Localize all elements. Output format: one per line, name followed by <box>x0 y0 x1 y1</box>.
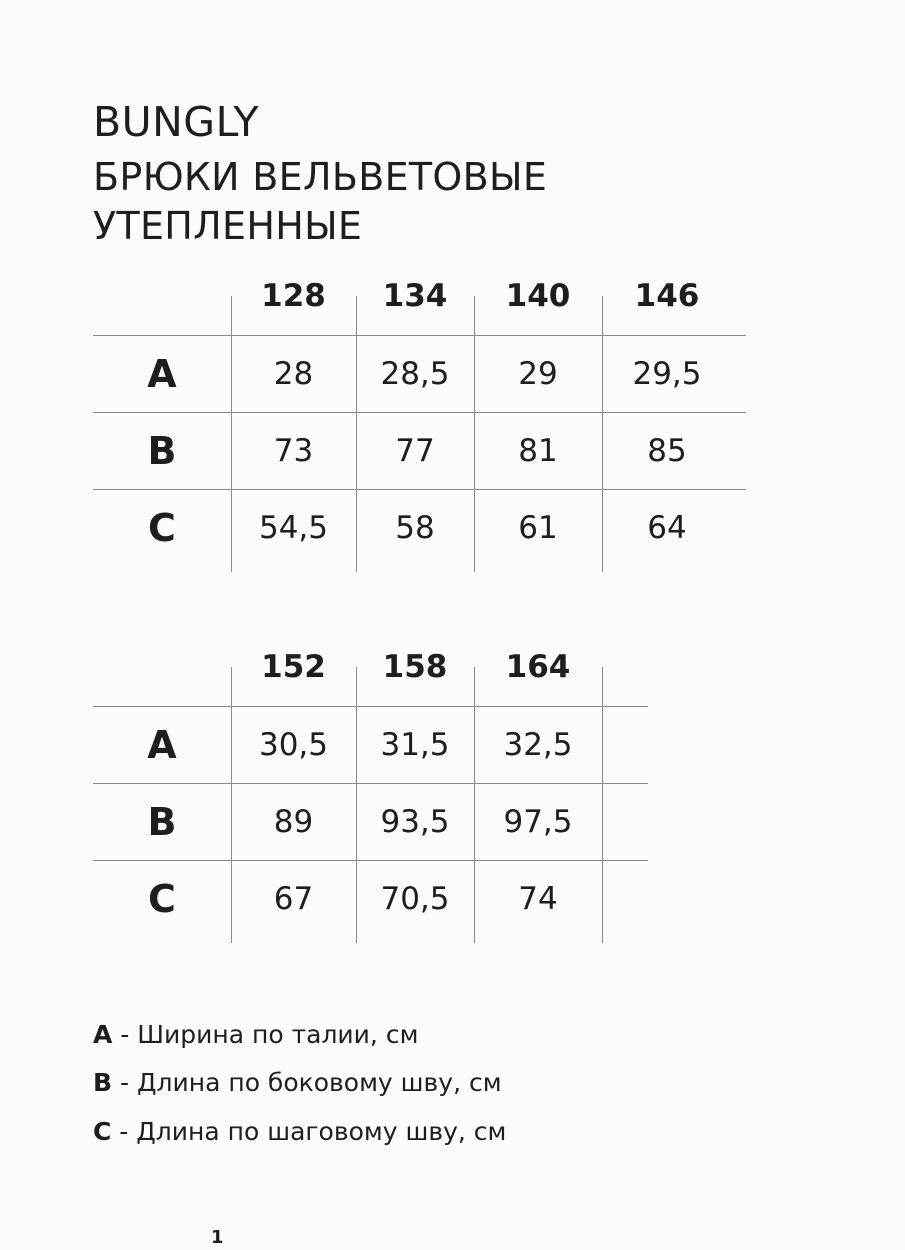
legend-text: - Ширина по талии, см <box>112 1020 419 1049</box>
legend-key: C <box>93 1117 112 1146</box>
row-label: B <box>147 429 177 473</box>
table-cell: 67 <box>273 881 314 917</box>
table-cell: 81 <box>518 433 558 469</box>
table-cell: 64 <box>647 510 687 546</box>
table-cell: 54,5 <box>258 510 329 546</box>
table-cell: 29 <box>518 356 558 392</box>
table-cell: 30,5 <box>258 727 329 763</box>
legend-item-b <box>93 1067 502 1099</box>
size-header: 146 <box>634 278 700 314</box>
table-row <box>93 706 648 784</box>
legend-text: - Длина по шаговому шву, см <box>111 1117 507 1146</box>
table-cell: 58 <box>395 510 435 546</box>
table-cell: 97,5 <box>503 804 573 840</box>
table-cell: 73 <box>273 433 314 469</box>
size-header: 152 <box>261 649 326 685</box>
table-cell: 28 <box>273 356 314 392</box>
table-row <box>93 783 648 861</box>
legend-key: B <box>93 1068 113 1097</box>
table-cell: 28,5 <box>380 356 450 392</box>
size-table-2 <box>93 647 648 945</box>
table-cell: 29,5 <box>632 356 702 392</box>
product-title-line-2: УТЕПЛЕННЫЕ <box>93 204 363 248</box>
table-cell: 93,5 <box>380 804 450 840</box>
size-header: 158 <box>382 649 448 685</box>
size-header: 134 <box>382 278 448 314</box>
size-header: 140 <box>505 278 571 314</box>
product-title-line-1: БРЮКИ ВЕЛЬВЕТОВЫЕ <box>93 155 548 199</box>
size-header: 164 <box>505 649 571 685</box>
row-label: C <box>148 506 176 550</box>
table-cell: 77 <box>395 433 435 469</box>
size-header: 128 <box>261 278 326 314</box>
legend-text: - Длина по боковому шву, см <box>112 1068 502 1097</box>
page-number: 1 <box>211 1227 224 1248</box>
table-cell: 32,5 <box>503 727 573 763</box>
table-row <box>93 860 648 938</box>
table-cell: 85 <box>647 433 687 469</box>
row-label: A <box>147 352 177 396</box>
product-title <box>93 153 547 251</box>
table-cell: 70,5 <box>380 881 450 917</box>
table-row <box>93 412 746 490</box>
legend-item-a <box>93 1019 418 1051</box>
row-label: C <box>148 877 176 921</box>
table-row <box>93 335 746 413</box>
legend-item-c <box>93 1116 506 1148</box>
legend-key: A <box>93 1020 113 1049</box>
row-label: B <box>147 800 177 844</box>
table-cell: 89 <box>273 804 314 840</box>
table-cell: 74 <box>518 881 558 917</box>
table-cell: 31,5 <box>380 727 450 763</box>
size-table-1 <box>93 276 746 574</box>
table-row <box>93 489 746 567</box>
row-label: A <box>147 723 177 767</box>
brand-name: BUNGLY <box>93 98 260 146</box>
table-cell: 61 <box>518 510 558 546</box>
